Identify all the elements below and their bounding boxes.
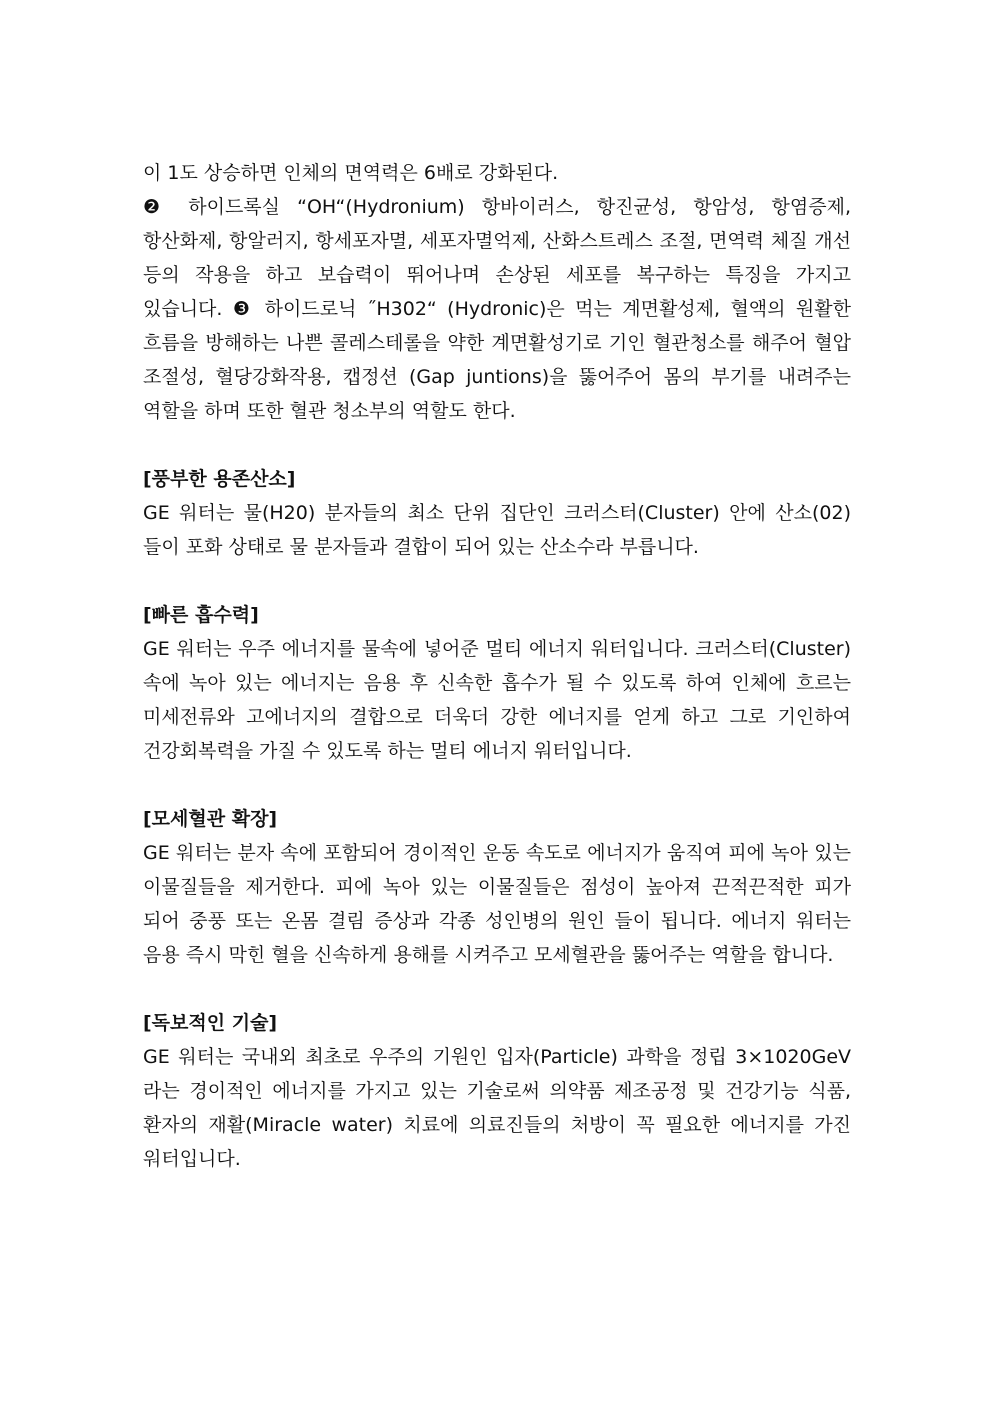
section-dissolved-oxygen: [143, 462, 851, 564]
intro-paragraph: [143, 156, 851, 428]
section-body: GE 워터는 물(H20) 분자들의 최소 단위 집단인 크러스터(Cluster) 안에 산소(02)들이 포화 상태로 물 분자들과 결합이 되어 있는 산소수라 부릅니다.: [143, 502, 851, 558]
section-heading: [빠른 흡수력]: [143, 604, 259, 626]
section-heading: [모세혈관 확장]: [143, 808, 278, 830]
intro-line-1: 이 1도 상승하면 인체의 면역력은 6배로 강화된다.: [143, 162, 559, 184]
document-page: [143, 156, 851, 1176]
section-body: GE 워터는 우주 에너지를 물속에 넣어준 멀티 에너지 워터입니다. 크러스터(Cluster) 속에 녹아 있는 에너지는 음용 후 신속한 흡수가 될 수 있도록 하여 인체에 흐르는 미세전류와 고에너지의 결합으로 더욱더 강한 에너지를 얻게 하고 그로 기인하여 건강회복력을 가질 수 있도록 하는 멀티 에너지 워터입니다.: [143, 638, 852, 762]
circled-number-2-icon: ❷: [143, 196, 172, 218]
circled-number-3-icon: ❸: [232, 298, 255, 320]
section-heading: [풍부한 용존산소]: [143, 468, 296, 490]
intro-text-3: 하이드로닉 ˝H302“ (Hydronic)은 먹는 계면활성제, 혈액의 원활한 흐름을 방해하는 나쁜 콜레스테롤을 약한 계면활성기로 기인 혈관청소를 해주어 혈압 조절성, 혈당강화작용, 캡정션 (Gap juntions)을 뚫어주어 몸의 부기를 내려주는 역할을 하며 또한 혈관 청소부의 역할도 한다.: [143, 298, 851, 422]
section-unique-technology: [143, 1006, 851, 1176]
section-fast-absorption: [143, 598, 851, 768]
intro-text-2: 하이드록실 “OH“(Hydronium) 항바이러스, 항진균성, 항암성, 항염증제, 항산화제, 항알러지, 항세포자멸, 세포자멸억제, 산화스트레스 조절, 면역력 체질 개선 등의 작용을 하고 보습력이 뛰어나며 손상된 세포를 복구하는 특징을 가지고 있습니다.: [143, 196, 851, 320]
section-body: GE 워터는 분자 속에 포함되어 경이적인 운동 속도로 에너지가 움직여 피에 녹아 있는 이물질들을 제거한다. 피에 녹아 있는 이물질들은 점성이 높아져 끈적끈적한 피가 되어 중풍 또는 온몸 결림 증상과 각종 성인병의 원인 들이 됩니다. 에너지 워터는 음용 즉시 막힌 혈을 신속하게 용해를 시켜주고 모세혈관을 뚫어주는 역할을 합니다.: [143, 842, 851, 966]
section-body: GE 워터는 국내외 최초로 우주의 기원인 입자(Particle) 과학을 정립 3×1020GeV 라는 경이적인 에너지를 가지고 있는 기술로써 의약품 제조공정 및 건강기능 식품, 환자의 재활(Miracle water) 치료에 의료진들의 처방이 꼭 필요한 에너지를 가진 워터입니다.: [143, 1046, 851, 1170]
section-heading: [독보적인 기술]: [143, 1012, 278, 1034]
section-capillary-expansion: [143, 802, 851, 972]
